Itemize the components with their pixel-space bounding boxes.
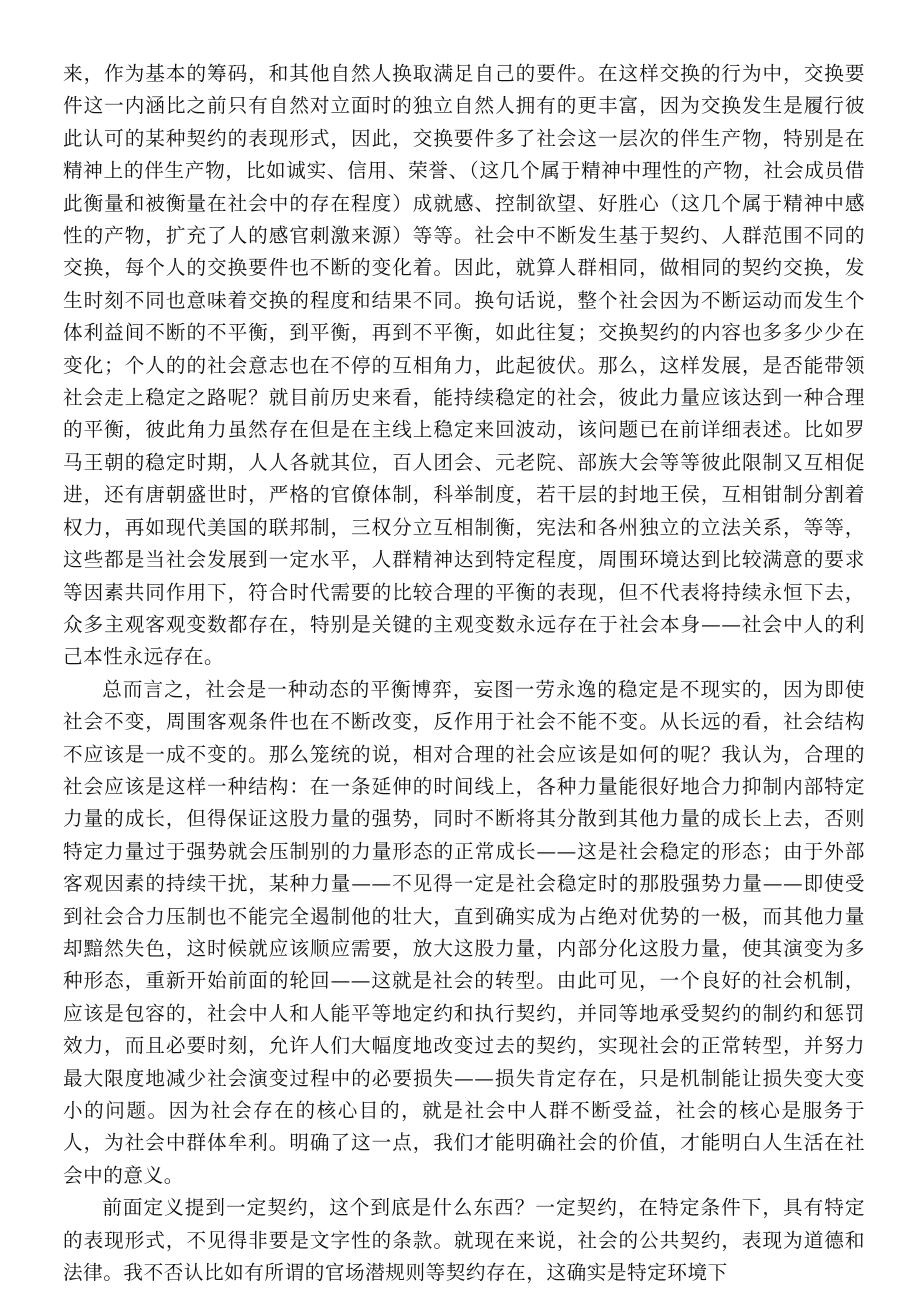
document-body [63, 58, 865, 1289]
paragraph-contract-definition: 前面定义提到一定契约，这个到底是什么东西？一定契约，在特定条件下，具有特定的表现形式，不见得非要是文字性的条款。就现在来说，社会的公共契约，表现为道德和法律。我不否认比如有所谓的官场潜规则等契约存在，这确实是特定环境下 [63, 1196, 865, 1285]
paragraph-continuation: 来，作为基本的筹码，和其他自然人换取满足自己的要件。在这样交换的行为中，交换要件这一内涵比之前只有自然对立面时的独立自然人拥有的更丰富，因为交换发生是履行彼此认可的某种契约的表现形式，因此，交换要件多了社会这一层次的伴生产物，特别是在精神上的伴生产物，比如诚实、信用、荣誉、（这几个属于精神中理性的产物，社会成员借此衡量和被衡量在社会中的存在程度）成就感、控制欲望、好胜心（这几个属于精神中感性的产物，扩充了人的感官刺激来源）等等。社会中不断发生基于契约、人群范围不同的交换，每个人的交换要件也不断的变化着。因此，就算人群相同，做相同的契约交换，发生时刻不同也意味着交换的程度和结果不同。换句话说，整个社会因为不断运动而发生个体利益间不断的不平衡，到平衡，再到不平衡，如此往复；交换契约的内容也多多少少在变化；个人的的社会意志也在不停的互相角力，此起彼伏。那么，这样发展，是否能带领社会走上稳定之路呢？就目前历史来看，能持续稳定的社会，彼此力量应该达到一种合理的平衡，彼此角力虽然存在但是在主线上稳定来回波动，该问题已在前详细表述。比如罗马王朝的稳定时期，人人各就其位，百人团会、元老院、部族大会等等彼此限制又互相促进，还有唐朝盛世时，严格的官僚体制，科举制度，若干层的封地王侯，互相钳制分割着权力，再如现代美国的联邦制，三权分立互相制衡，宪法和各州独立的立法关系，等等，这些都是当社会发展到一定水平，人群精神达到特定程度，周围环境达到比较满意的要求等因素共同作用下，符合时代需要的比较合理的平衡的表现，但不代表将持续永恒下去，众多主观客观变数都存在，特别是关键的主观变数永远存在于社会本身——社会中人的利己本性永远存在。 [63, 62, 865, 669]
paragraph-conclusion: 总而言之，社会是一种动态的平衡博弈，妄图一劳永逸的稳定是不现实的，因为即使社会不变，周围客观条件也在不断改变，反作用于社会不能不变。从长远的看，社会结构不应该是一成不变的。那么笼统的说，相对合理的社会应该是如何的呢？我认为，合理的社会应该是这样一种结构：在一条延伸的时间线上，各种力量能很好地合力抑制内部特定力量的成长，但得保证这股力量的强势，同时不断将其分散到其他力量的成长上去，否则特定力量过于强势就会压制别的力量形态的正常成长——这是社会稳定的形态；由于外部客观因素的持续干扰，某种力量——不见得一定是社会稳定时的那股强势力量——即使受到社会合力压制也不能完全遏制他的壮大，直到确实成为占绝对优势的一极，而其他力量却黯然失色，这时候就应该顺应需要，放大这股力量，内部分化这股力量，使其演变为多种形态，重新开始前面的轮回——这就是社会的转型。由此可见，一个良好的社会机制，应该是包容的，社会中人和人能平等地定约和执行契约，并同等地承受契约的制约和惩罚效力，而且必要时刻，允许人们大幅度地改变过去的契约，实现社会的正常转型，并努力最大限度地减少社会演变过程中的必要损失——损失肯定存在，只是机制能让损失变大变小的问题。因为社会存在的核心目的，就是社会中人群不断受益，社会的核心是服务于人，为社会中群体牟利。明确了这一点，我们才能明确社会的价值，才能明白人生活在社会中的意义。 [63, 677, 865, 1187]
